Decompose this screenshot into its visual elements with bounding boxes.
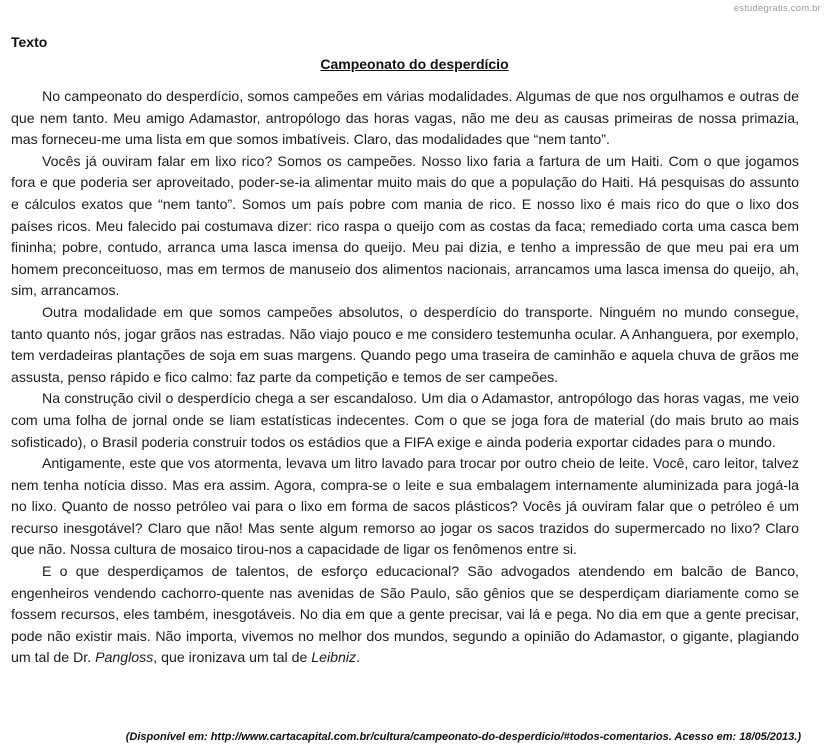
paragraph-6-text: E o que desperdiçamos de talentos, de esforço educacional? São advogados atendendo em balcão de Banco, engenheiros vendendo cachorro-quente nas avenidas de São Paulo, são gênios que se desperdiçam diariamente como se fossem recursos, eles também, inesgotáveis. No dia em que a gente precisar, vai lá e pega. No dia em que a gente precisar, pode não existir mais. Não importa, vivemos no melhor dos mundos, segundo a opinião do Adamastor, o gigante, plagiando um tal de Dr. <box>11 563 799 666</box>
leibniz-name: Leibniz <box>311 649 357 666</box>
paragraph-5: Antigamente, este que vos atormenta, levava um litro lavado para trocar por outro cheio de leite. Você, caro leitor, talvez nem tenha notícia disso. Mas era assim. Agora, compra-se o leite e sua embalagem internamente aluminizada para jogá-la no lixo. Quanto de nosso petróleo vai para o lixo em forma de sacos plásticos? Vocês já ouviram falar que o petróleo é um recurso inesgotável? Claro que não! Mas sente algum remorso ao jogar os sacos trazidos do supermercado no lixo? Claro que não. Nossa cultura de mosaico tirou-nos a capacidade de ligar os fenômenos entre si. <box>11 455 799 558</box>
source-citation: (Disponível em: http://www.cartacapital.com.br/cultura/campeonato-do-desperdicio/#todos-comentarios. Acesso em: 18/05/2013.) <box>125 731 801 743</box>
paragraph-6-middle: , que ironizava um tal de <box>153 649 312 666</box>
paragraph-1: No campeonato do desperdício, somos campeões em várias modalidades. Algumas de que nos orgulhamos e outras de que nem tanto. Meu amigo Adamastor, antropólogo das horas vagas, não me deu as causas primeiras de nossa primazia, mas forneceu-me uma lista em que somos imbatíveis. Claro, das modalidades que “nem tanto”. <box>11 88 799 148</box>
section-label: Texto <box>11 34 48 50</box>
article-body <box>11 86 799 669</box>
paragraph-6-end: . <box>356 649 361 666</box>
paragraph-6 <box>11 561 799 669</box>
paragraph-3: Outra modalidade em que somos campeões absolutos, o desperdício do transporte. Ninguém no mundo consegue, tanto quanto nós, jogar grãos nas estradas. Não viajo pouco e me considero testemunha ocular. A Anhanguera, por exemplo, tem verdadeiras plantações de soja em suas margens. Quando pego uma traseira de caminhão e aquela chuva de grãos me assusta, penso rápido e fico calmo: faz parte da competição e temos de ser campeões. <box>11 303 799 385</box>
site-watermark: estudegratis.com.br <box>733 3 821 14</box>
paragraph-4: Na construção civil o desperdício chega a ser escandaloso. Um dia o Adamastor, antropólogo das horas vagas, me veio com uma folha de jornal onde se liam estatísticas indecentes. Com o que se joga fora de material (do mais bruto ao mais sofisticado), o Brasil poderia construir todos os estádios que a FIFA exige e ainda poderia exportar cidades para o mundo. <box>11 390 799 450</box>
article-title: Campeonato do desperdício <box>320 56 509 72</box>
paragraph-2: Vocês já ouviram falar em lixo rico? Somos os campeões. Nosso lixo faria a fartura de um Haiti. Com o que jogamos fora e que poderia ser aproveitado, poder-se-ia alimentar muito mais do que a população do Haiti. Há pesquisas do assunto e cálculos exatos que “nem tanto”. Somos um país pobre com mania de rico. E nosso lixo é mais rico do que o lixo dos países ricos. Meu falecido pai costumava dizer: rico raspa o queijo com as costas da faca; remediado corta uma casca bem fininha; pobre, contudo, arranca uma lasca imensa do queijo. Meu pai dizia, e tenho a impressão de que meu pai era um homem preconceituoso, mas em termos de manuseio dos alimentos nacionais, arrancamos uma lasca imensa do queijo, ah, sim, arrancamos. <box>11 152 799 299</box>
pangloss-name: Pangloss <box>95 649 154 666</box>
